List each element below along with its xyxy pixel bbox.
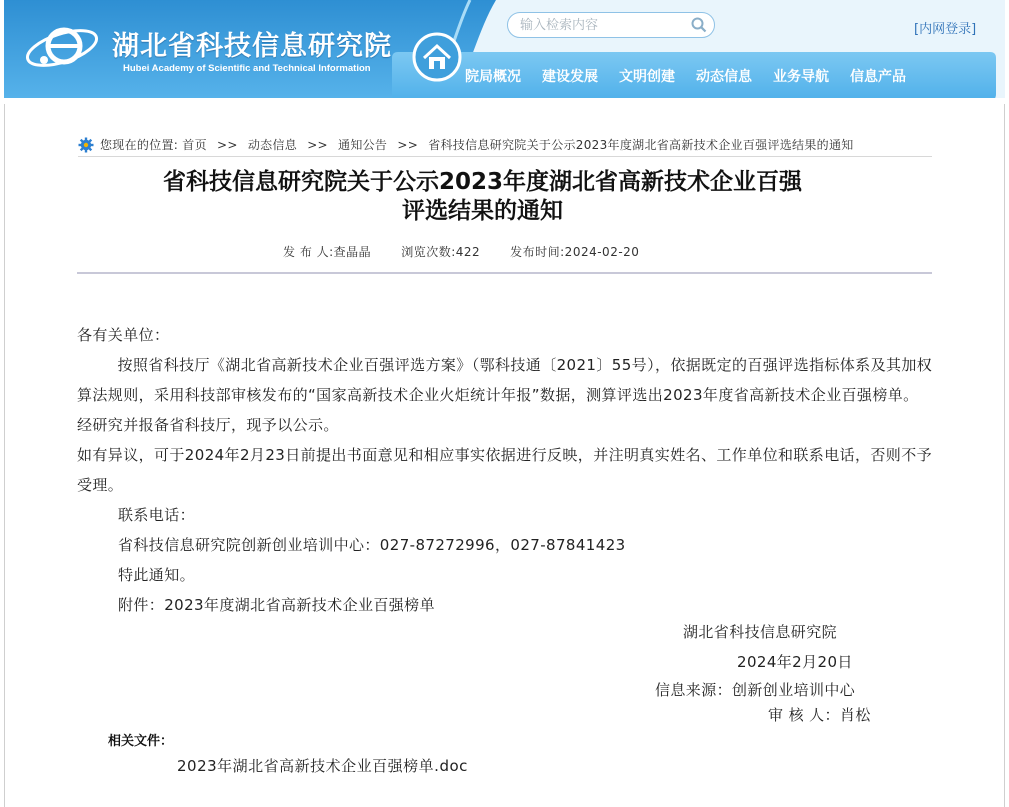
institute-logo-icon [22, 16, 102, 78]
body-paragraph: 如有异议，可于2024年2月23日前提出书面意见和相应事实依据进行反映，并注明真实姓名、工作单位和联系电话，否则不予受理。 [77, 446, 933, 494]
search-input[interactable] [520, 16, 680, 34]
publisher: 发 布 人:查晶晶 [283, 245, 372, 259]
title-divider [77, 272, 932, 274]
article-meta [283, 243, 639, 260]
search-box [507, 12, 715, 38]
contact-line: 省科技信息研究院创新创业培训中心：027-87272996，027-87841423 [118, 536, 626, 554]
breadcrumb-notices[interactable]: 通知公告 [338, 138, 388, 152]
view-count: 浏览次数:422 [401, 245, 481, 259]
breadcrumb-separator: >> [397, 138, 419, 152]
contact-label: 联系电话： [118, 506, 196, 524]
breadcrumb-separator: >> [217, 138, 238, 152]
nav-item-development[interactable]: 建设发展 [542, 69, 598, 85]
site-subtitle: Hubei Academy of Scientific and Technical Information [123, 63, 371, 74]
article-title-line: 省科技信息研究院关于公示2023年度湖北省高新技术企业百强 [162, 169, 802, 195]
search-icon[interactable] [690, 16, 708, 34]
site-title: 湖北省科技信息研究院 [112, 31, 392, 62]
gear-icon [78, 137, 94, 153]
info-source: 信息来源：创新创业培训中心 [655, 681, 856, 699]
article-title [60, 168, 905, 226]
breadcrumb-separator: >> [307, 138, 328, 152]
breadcrumb [78, 136, 932, 157]
intranet-login-link[interactable]: [内网登录] [914, 22, 977, 37]
article-title-line: 评选结果的通知 [402, 198, 563, 224]
attachment-note: 附件：2023年度湖北省高新技术企业百强榜单 [118, 596, 435, 614]
article-body [77, 320, 933, 620]
site-header [0, 0, 1009, 104]
nav-item-products[interactable]: 信息产品 [850, 69, 906, 85]
nav-item-services[interactable]: 业务导航 [773, 69, 829, 85]
signature-date: 2024年2月20日 [737, 653, 853, 671]
breadcrumb-current[interactable]: 省科技信息研究院关于公示2023年度湖北省高新技术企业百强评选结果的通知 [428, 138, 854, 152]
home-icon[interactable] [412, 32, 462, 82]
related-files-label: 相关文件： [108, 734, 174, 749]
breadcrumb-news[interactable]: 动态信息 [247, 138, 298, 152]
publish-time: 发布时间:2024-02-20 [510, 245, 640, 259]
nav-item-civilization[interactable]: 文明创建 [619, 69, 675, 85]
salutation: 各有关单位： [77, 326, 170, 344]
signature-org: 湖北省科技信息研究院 [683, 623, 838, 641]
attachment-download-link[interactable]: 2023年湖北省高新技术企业百强榜单.doc [177, 757, 468, 775]
nav-item-news[interactable]: 动态信息 [696, 69, 752, 85]
breadcrumb-prefix: 您现在的位置: [100, 138, 179, 152]
closing-text: 特此通知。 [118, 566, 196, 584]
breadcrumb-trail [100, 136, 854, 153]
body-paragraph: 按照省科技厅《湖北省高新技术企业百强评选方案》（鄂科技通〔2021〕55号），依据既定的百强评选指标体系及其加权算法规则，采用科技部审核发布的“国家高新技术企业火炬统计年报”数据，测算评选出2023年度省高新技术企业百强榜单。经研究并报备省科技厅，现予以公示。 [77, 356, 933, 434]
nav-item-about[interactable]: 院局概况 [465, 69, 521, 85]
reviewer: 审 核 人：肖松 [768, 706, 871, 724]
breadcrumb-home[interactable]: 首页 [182, 138, 207, 152]
main-nav [465, 66, 927, 86]
